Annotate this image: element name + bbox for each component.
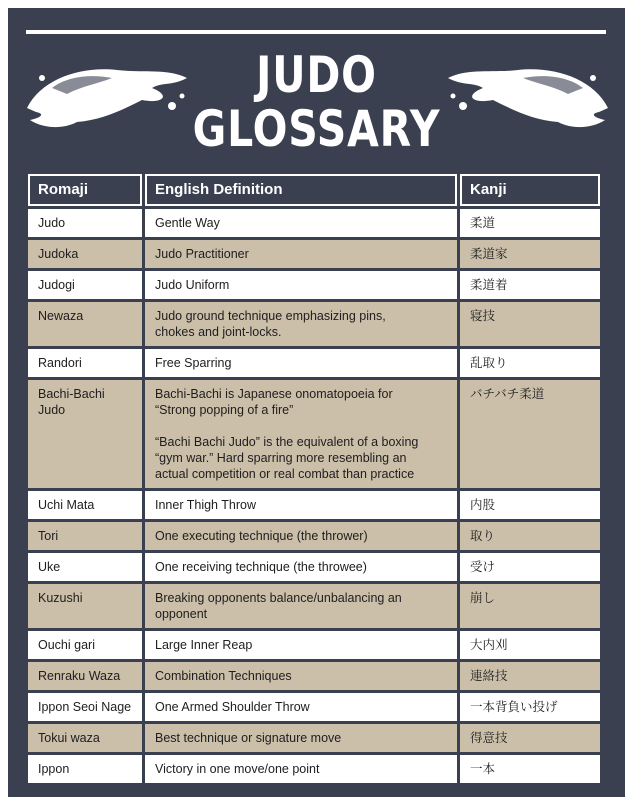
kanji-cell: 乱取り bbox=[460, 349, 600, 377]
definition-cell: Breaking opponents balance/unbalancing an opponent bbox=[145, 584, 457, 628]
definition-cell: Gentle Way bbox=[145, 209, 457, 237]
definition-cell: Free Sparring bbox=[145, 349, 457, 377]
romaji-cell: Uke bbox=[28, 553, 142, 581]
header-romaji: Romaji bbox=[28, 174, 142, 206]
table-row bbox=[28, 271, 604, 299]
table-row bbox=[28, 755, 604, 783]
romaji-cell: Randori bbox=[28, 349, 142, 377]
poster-frame bbox=[8, 8, 625, 797]
header-kanji: Kanji bbox=[460, 174, 600, 206]
kanji-cell: 受け bbox=[460, 553, 600, 581]
kanji-cell: 柔道 bbox=[460, 209, 600, 237]
romaji-cell: Ippon bbox=[28, 755, 142, 783]
kanji-cell: 内股 bbox=[460, 491, 600, 519]
table-row bbox=[28, 349, 604, 377]
table-row bbox=[28, 522, 604, 550]
definition-cell: Large Inner Reap bbox=[145, 631, 457, 659]
table-row bbox=[28, 553, 604, 581]
romaji-cell: Kuzushi bbox=[28, 584, 142, 628]
romaji-cell: Ippon Seoi Nage bbox=[28, 693, 142, 721]
definition-cell: Victory in one move/one point bbox=[145, 755, 457, 783]
romaji-cell: Tori bbox=[28, 522, 142, 550]
table-row bbox=[28, 380, 604, 488]
table-row bbox=[28, 584, 604, 628]
table-row bbox=[28, 631, 604, 659]
romaji-cell: Judoka bbox=[28, 240, 142, 268]
table-row bbox=[28, 724, 604, 752]
kanji-cell: 大内刈 bbox=[460, 631, 600, 659]
table-header-row bbox=[28, 174, 604, 206]
romaji-cell: Judo bbox=[28, 209, 142, 237]
kanji-cell: 取り bbox=[460, 522, 600, 550]
definition-cell: One receiving technique (the throwee) bbox=[145, 553, 457, 581]
kanji-cell: 連絡技 bbox=[460, 662, 600, 690]
definition-cell: One Armed Shoulder Throw bbox=[145, 693, 457, 721]
kanji-cell: 得意技 bbox=[460, 724, 600, 752]
kanji-cell: 寝技 bbox=[460, 302, 600, 346]
romaji-cell: Bachi-Bachi Judo bbox=[28, 380, 142, 488]
title-line-2: GLOSSARY bbox=[192, 100, 441, 158]
romaji-cell: Tokui waza bbox=[28, 724, 142, 752]
definition-cell: Combination Techniques bbox=[145, 662, 457, 690]
romaji-cell: Uchi Mata bbox=[28, 491, 142, 519]
top-rule bbox=[26, 30, 606, 34]
header-definition: English Definition bbox=[145, 174, 457, 206]
kanji-cell: 一本背負い投げ bbox=[460, 693, 600, 721]
romaji-cell: Newaza bbox=[28, 302, 142, 346]
definition-cell: Judo Uniform bbox=[145, 271, 457, 299]
definition-cell: One executing technique (the thrower) bbox=[145, 522, 457, 550]
definition-cell: Inner Thigh Throw bbox=[145, 491, 457, 519]
kanji-cell: 柔道着 bbox=[460, 271, 600, 299]
definition-cell: Judo ground technique emphasizing pins, chokes and joint-locks. bbox=[145, 302, 457, 346]
kanji-cell: 崩し bbox=[460, 584, 600, 628]
table-row bbox=[28, 491, 604, 519]
table-row bbox=[28, 209, 604, 237]
table-row bbox=[28, 662, 604, 690]
kanji-cell: バチバチ柔道 bbox=[460, 380, 600, 488]
definition-cell: Bachi-Bachi is Japanese onomatopoeia for “Strong popping of a fire” “Bachi Bachi Judo” is the equivalent of a boxing “gym war.” Hard sparring more resembling an actual competition or real combat than practice bbox=[145, 380, 457, 488]
table-row bbox=[28, 240, 604, 268]
page-title bbox=[64, 48, 570, 156]
romaji-cell: Judogi bbox=[28, 271, 142, 299]
table-row bbox=[28, 693, 604, 721]
title-line-1: JUDO bbox=[256, 46, 377, 104]
romaji-cell: Ouchi gari bbox=[28, 631, 142, 659]
glossary-table bbox=[28, 174, 604, 786]
kanji-cell: 柔道家 bbox=[460, 240, 600, 268]
definition-cell: Judo Practitioner bbox=[145, 240, 457, 268]
kanji-cell: 一本 bbox=[460, 755, 600, 783]
table-row bbox=[28, 302, 604, 346]
definition-cell: Best technique or signature move bbox=[145, 724, 457, 752]
romaji-cell: Renraku Waza bbox=[28, 662, 142, 690]
